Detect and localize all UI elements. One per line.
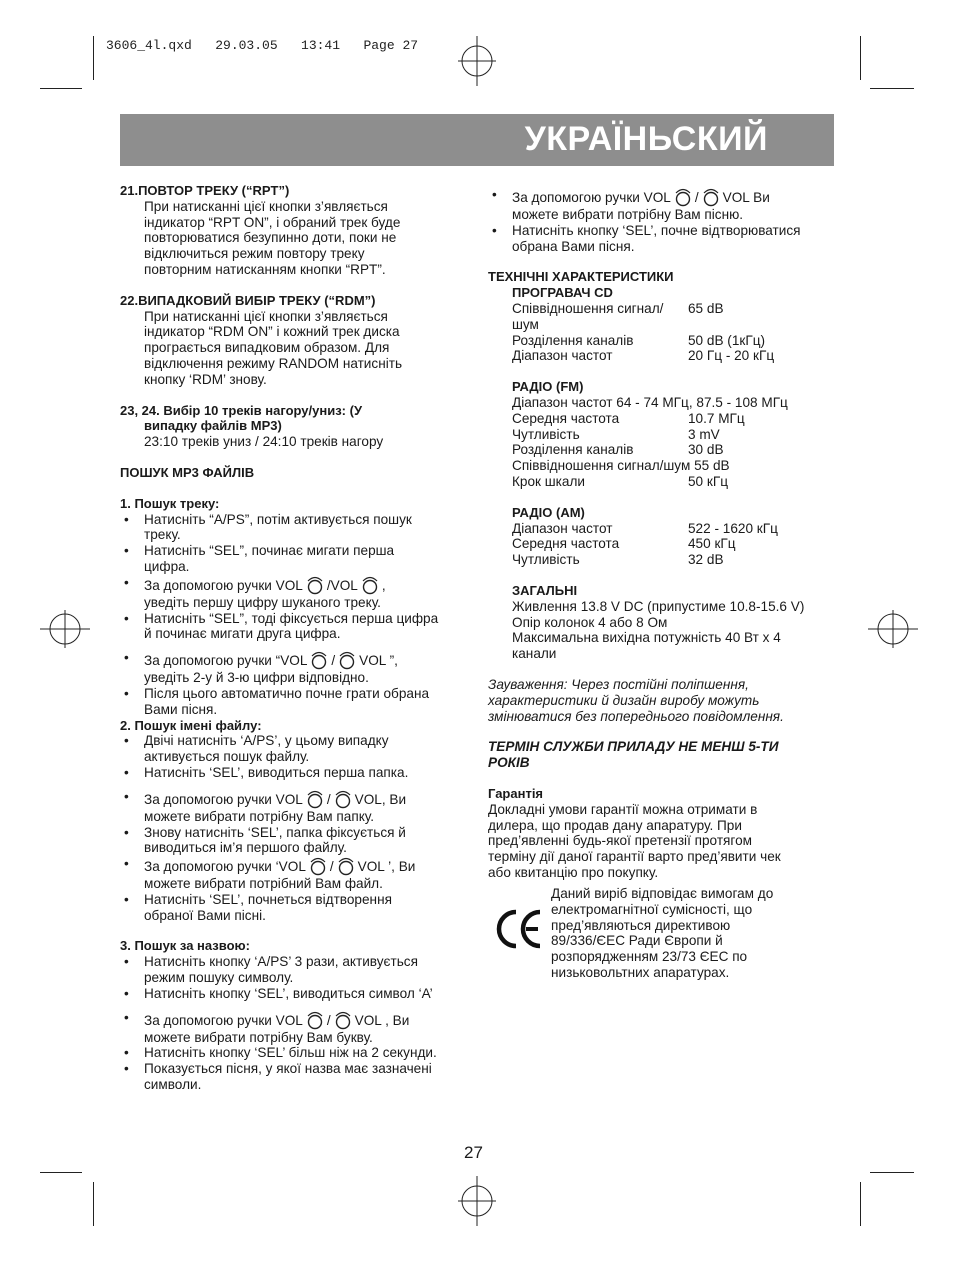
spec-table-cd: [488, 301, 840, 364]
text-line: Живлення 13.8 V DC (припустиме 10.8-15.6 V): [512, 598, 805, 614]
list-item: • Натисніть “SEL”, починає мигати перша цифра.: [120, 543, 475, 575]
right-column: [488, 183, 840, 881]
text-line: відключення режиму RANDOM натисніть: [144, 355, 403, 371]
list-item: • Натисніть кнопку ‘SEL’, виводиться символ ‘A’: [120, 986, 475, 1002]
subsection-title: РАДІО (FM): [512, 379, 584, 395]
list-item: • Натисніть кнопку ‘A/PS’ 3 рази, активується режим пошуку символу.: [120, 954, 475, 986]
vol-knob-icon: [338, 650, 356, 670]
print-slug: 3606_4l.qxd 29.03.05 13:41 Page 27: [106, 38, 419, 53]
crop-mark: [93, 1182, 94, 1226]
section-title: ПОШУК MP3 ФАЙЛІВ: [120, 464, 255, 480]
list-item: • За допомогою ручки VOL / VOL , Ви можете вибрати потрібну Вам букву.: [120, 1010, 475, 1046]
vol-knob-icon: [334, 789, 352, 809]
list-item: • Двічі натисніть ‘A/PS’, у цьому випадку активується пошук файлу.: [120, 733, 475, 765]
subsection-title: РАДІО (AM): [512, 504, 585, 520]
vol-knob-icon: [306, 789, 324, 809]
crop-mark: [40, 88, 82, 89]
registration-mark-top: [456, 36, 498, 86]
spec-row: Розділення каналів 30 dB: [512, 442, 724, 458]
ce-compliance-text: Даний виріб відповідає вимогам до електромагнітної сумісності, що пред’являються директивою 89/336/ЄЕС Ради Європи й розпорядженням 23/73 ЄЕС по низьковольтних апаратурах.: [551, 886, 774, 980]
spec-table-am: [488, 521, 840, 568]
spec-row: Діапазон частот 64 - 74 МГц, 87.5 - 108 МГц: [512, 394, 788, 410]
text-line: кнопку ‘RDM’ знову.: [144, 371, 267, 387]
vol-knob-icon: [334, 1010, 352, 1030]
warranty-title: Гарантія: [488, 785, 544, 801]
spec-general: [488, 599, 840, 662]
language-banner: [120, 114, 834, 166]
text-line: відключиться режим повтору треку: [144, 246, 365, 262]
subsection-title: 1. Пошук треку:: [120, 495, 220, 511]
text-line: програється випадковим образом. Для: [144, 340, 390, 356]
spec-row: Середня частота 450 кГц: [512, 536, 736, 552]
list-item: • Натисніть ‘SEL’, почнеться відтворення обраної Вами пісні.: [120, 892, 475, 924]
section-title: випадку файлів MP3): [144, 418, 282, 434]
list-item: • Знову натисніть ‘SEL’, папка фіксується й виводиться ім’я першого файлу.: [120, 825, 475, 857]
text-line: При натисканні цієї кнопки з’являється: [144, 198, 388, 214]
list-item: • Натисніть “SEL”, тоді фіксується перша цифра й починає мигати друга цифра.: [120, 611, 475, 643]
vol-knob-icon: [702, 187, 720, 207]
vol-knob-icon: [337, 856, 355, 876]
service-life: ТЕРМІН СЛУЖБИ ПРИЛАДУ НЕ МЕНШ 5-ТИ РОКІВ: [488, 739, 779, 771]
banner-title: УКРАЇНЬСКИЙ: [524, 120, 768, 158]
spec-row: Співвідношення сигнал/шум 65 dB: [512, 300, 724, 332]
spec-row: Співвідношення сигнал/шум 55 dB: [512, 458, 730, 474]
spec-row: Крок шкали 50 кГц: [512, 473, 728, 489]
text-line: 23:10 треків униз / 24:10 треків нагору: [144, 434, 384, 450]
section-title: 22.ВИПАДКОВИЙ ВИБІР ТРЕКУ (“RDM”): [120, 292, 376, 308]
spec-row: Діапазон частот 20 Гц - 20 кГц: [512, 348, 775, 364]
page-number: 27: [464, 1143, 483, 1162]
list-item: • Натисніть “A/PS”, потім активується пошук треку.: [120, 512, 475, 544]
text-line: повторюватися безупинно доти, поки не: [144, 230, 397, 246]
crop-mark: [870, 88, 914, 89]
text-line: Максимальна вихідна потужність 40 Вт х 4: [512, 630, 781, 646]
list-item: • За допомогою ручки VOL / VOL Ви можете вибрати потрібну Вам пісню.: [488, 187, 840, 223]
list-item: • За допомогою ручки VOL / VOL, Ви можете вибрати потрібну Вам папку.: [120, 789, 475, 825]
section-title: 21.ПОВТОР ТРЕКУ (“RPT”): [120, 183, 290, 198]
spec-row: Розділення каналів 50 dB (1кГц): [512, 332, 766, 348]
subsection-title: ЗАГАЛЬНІ: [512, 582, 578, 598]
registration-mark-left: [40, 608, 90, 650]
section-title: ТЕХНІЧНІ ХАРАКТЕРИСТИКИ: [488, 269, 674, 285]
list-item: • За допомогою ручки ‘VOL / VOL ’, Ви можете вибрати потрібний Вам файл.: [120, 856, 475, 892]
spec-row: Середня частота 10.7 МГц: [512, 410, 745, 426]
section-title: 23, 24. Вибір 10 треків нагору/униз: (У: [120, 402, 363, 418]
subsection-title: 3. Пошук за назвою:: [120, 938, 250, 954]
registration-mark-right: [868, 608, 918, 650]
paragraph: [120, 309, 475, 388]
text-line: повторним натисканням кнопки “RPT”.: [144, 261, 386, 277]
crop-mark: [40, 1172, 82, 1173]
list-item: • Після цього автоматично почне грати обрана Вами пісня.: [120, 686, 475, 718]
vol-knob-icon: [306, 1010, 324, 1030]
crop-mark: [870, 1172, 914, 1173]
list-item: • Натисніть ‘SEL’, виводиться перша папка.: [120, 765, 475, 781]
spec-row: Чутливість 32 dB: [512, 552, 724, 568]
crop-mark: [860, 36, 861, 80]
vol-knob-icon: [309, 856, 327, 876]
registration-mark-bottom: [456, 1176, 498, 1226]
vol-knob-icon: [306, 575, 324, 595]
spec-table-fm: [488, 395, 840, 490]
crop-mark: [860, 1182, 861, 1226]
text-line: індикатор “RPT ON”, і обраний трек буде: [144, 214, 401, 230]
subsection-title: ПРОГРАВАЧ CD: [512, 285, 613, 301]
list-item: • Натисніть кнопку ‘SEL’, почне відтворюватися обрана Вами пісня.: [488, 223, 840, 255]
vol-knob-icon: [361, 575, 379, 595]
ce-mark-icon: [494, 906, 544, 952]
list-item: • За допомогою ручки “VOL / VOL ”, уведіть 2-у й 3-ю цифри відповідно.: [120, 650, 475, 686]
spec-row: Діапазон частот 522 - 1620 кГц: [512, 520, 778, 536]
subsection-title: 2. Пошук імені файлу:: [120, 717, 262, 733]
note: Зауваження: Через постійні поліпшення, характеристики й дизайн виробу можуть змінюватися без попереднього повідомлення.: [488, 676, 784, 724]
list-item: • Показується пісня, у якої назва має зазначені символи.: [120, 1061, 475, 1093]
vol-knob-icon: [310, 650, 328, 670]
list-item: • За допомогою ручки VOL /VOL , уведіть першу цифру шуканого треку.: [120, 575, 475, 611]
text-line: канали: [512, 646, 557, 662]
list-item: • Натисніть кнопку ‘SEL’ більш ніж на 2 секунди.: [120, 1045, 475, 1061]
text-line: При натисканні цієї кнопки з’являється: [144, 308, 388, 324]
text-line: індикатор “RDM ON” і кожний трек диска: [144, 324, 400, 340]
warranty-text: Докладні умови гарантії можна отримати в дилера, що продав дану апаратуру. При пред’явленні будь-якої претензії протягом терміну дії даної гарантії варто пред’явити чек або квитанцію про покупку.: [488, 801, 781, 880]
paragraph: [120, 199, 475, 278]
vol-knob-icon: [674, 187, 692, 207]
crop-mark: [93, 36, 94, 80]
spec-row: Чутливість 3 mV: [512, 426, 720, 442]
left-column: [120, 183, 475, 1093]
text-line: Опір колонок 4 або 8 Ом: [512, 614, 668, 630]
